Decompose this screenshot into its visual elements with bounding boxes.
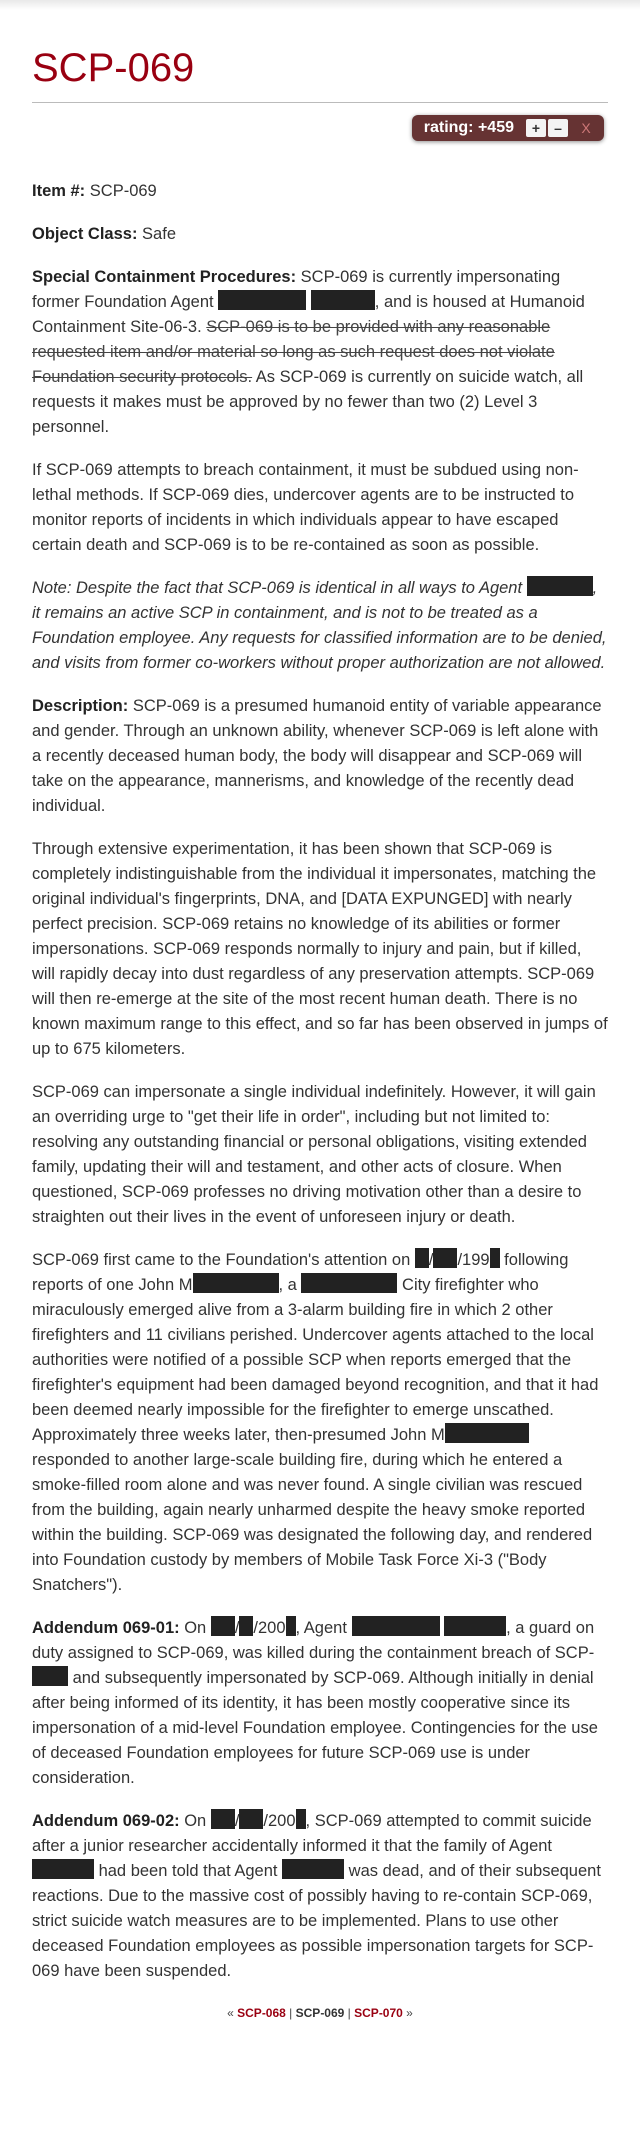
prev-page-link[interactable]: SCP-068 [237, 2006, 286, 2020]
rating-value: rating: +459 [423, 119, 514, 136]
history-text: , a [278, 1276, 302, 1294]
nav-separator: | [344, 2006, 355, 2020]
object-class [32, 222, 608, 247]
redaction-bar [445, 1423, 529, 1443]
redaction-bar [311, 290, 375, 310]
nav-separator: | [285, 2006, 296, 2020]
addendum-text: /200 [263, 1812, 296, 1830]
history-text: City firefighter who miraculously emerged alive from a 3-alarm building fire in which 2 other firefighters and 11 civilians perished. Undercover agents attached to the local authorities were notified of a possible SCP when reports emerged that the firefighter's equipment had been damaged beyond recognition, and that it had been deemed nearly impossible for the firefighter to emerge unscathed. Approximately three weeks later, then-presumed John M [32, 1276, 599, 1444]
redaction-bar [32, 1666, 68, 1686]
item-value: SCP-069 [85, 182, 157, 200]
containment-text: SCP-069 is currently impersonating former Foundation Agent [32, 268, 561, 311]
addendum-01-label: Addendum 069-01: [32, 1619, 180, 1637]
history-text: /199 [457, 1251, 490, 1269]
addendum-text: , a guard on duty assigned to SCP-069, was killed during the containment breach of SCP- [32, 1619, 595, 1662]
object-class-value: Safe [137, 225, 176, 243]
redaction-bar [239, 1809, 263, 1829]
history-text: responded to another large-scale building fire, during which he entered a smoke-filled room alone and was never found. A single civilian was rescued from the building, again nearly unharmed despite the heavy smoke reported within the building. SCP-069 was designated the following day, and rendered into Foundation custody by members of Mobile Task Force Xi-3 ("Body Snatchers"). [32, 1451, 593, 1594]
rating-module [32, 115, 604, 141]
redaction-bar [301, 1273, 397, 1293]
upvote-button[interactable]: + [526, 119, 546, 137]
rating-box [412, 115, 604, 141]
addendum-01 [32, 1616, 608, 1791]
redaction-bar [218, 290, 306, 310]
note-text: , it remains an active SCP in containment, and is not to be treated as a Foundation employee. Any requests for classified information are to be denied, and visits from former co-workers without proper authorization are not allowed. [32, 579, 607, 672]
page-navigation [32, 2006, 608, 2026]
history-text: / [428, 1251, 434, 1269]
description-label: Description: [32, 697, 129, 715]
header-shade [0, 0, 640, 10]
note-paragraph [32, 576, 608, 676]
redaction-bar [286, 1616, 296, 1636]
redaction-bar [490, 1248, 500, 1268]
redaction-bar [282, 1859, 344, 1879]
description-paragraph [32, 694, 608, 819]
redaction-bar [527, 576, 593, 596]
addendum-02 [32, 1809, 608, 1984]
downvote-button[interactable]: – [548, 119, 568, 137]
history-paragraph [32, 1248, 608, 1598]
addendum-text: and subsequently impersonated by SCP-069. Although initially in denial after being informed of its identity, it has been mostly cooperative since its impersonation of a mid-level Foundation employee. Contingencies for the use of deceased Foundation employees for future SCP-069 use is under consideration. [32, 1669, 598, 1787]
redaction-bar [193, 1273, 279, 1293]
current-page: SCP-069 [295, 2006, 345, 2020]
addendum-text: , SCP-069 attempted to commit suicide after a junior researcher accidentally informed it that the family of Agent [32, 1812, 592, 1855]
addendum-text: On [179, 1619, 211, 1637]
addendum-02-label: Addendum 069-02: [32, 1812, 180, 1830]
page-title: SCP-069 [32, 48, 608, 103]
redaction-bar [239, 1616, 253, 1636]
redaction-bar [444, 1616, 506, 1636]
history-text: SCP-069 first came to the Foundation's attention on [32, 1251, 415, 1269]
impersonation-paragraph: SCP-069 can impersonate a single individual indefinitely. However, it will gain an overriding urge to "get their life in order", including but not limited to: resolving any outstanding financial or personal obligations, visiting extended family, updating their will and testament, and other acts of closure. When questioned, SCP-069 professes no driving motivation other than a desire to straighten out their lives in the event of unforeseen injury or death. [32, 1083, 596, 1226]
redaction-bar [352, 1616, 440, 1636]
redaction-bar [296, 1809, 306, 1829]
cancel-vote-button[interactable]: X [581, 120, 591, 136]
addendum-text: / [234, 1812, 240, 1830]
next-page-link[interactable]: SCP-070 [354, 2006, 403, 2020]
containment-text: As SCP-069 is currently on suicide watch, all requests it makes must be approved by no fewer than two (2) Level 3 personnel. [32, 368, 584, 436]
containment-procedures [32, 265, 608, 440]
redaction-bar [32, 1859, 94, 1879]
nav-bracket: » [402, 2006, 413, 2020]
item-number [32, 179, 608, 204]
object-class-label: Object Class: [32, 225, 138, 243]
item-label: Item #: [32, 182, 86, 200]
redaction-bar [415, 1248, 429, 1268]
struck-text: SCP-069 is to be provided with any reasonable requested item and/or material so long as such request does not violate Foundation security protocols. [32, 318, 555, 386]
redaction-bar [211, 1616, 235, 1636]
page-content [0, 10, 640, 2026]
containment-label: Special Containment Procedures: [32, 268, 297, 286]
note-text: Note: Despite the fact that SCP-069 is identical in all ways to Agent [32, 579, 527, 597]
experimentation-paragraph: Through extensive experimentation, it has been shown that SCP-069 is completely indistinguishable from the individual it impersonates, matching the original individual's fingerprints, DNA, and [DATA EXPUNGED] with nearly perfect precision. SCP-069 retains no knowledge of its abilities or former impersonations. SCP-069 responds normally to injury and pain, but if killed, will rapidly decay into dust regardless of any preservation attempts. SCP-069 will then re-emerge at the site of the most recent human death. There is no known maximum range to this effect, and so far has been observed in jumps of up to 675 kilometers. [32, 840, 608, 1058]
addendum-text: had been told that Agent [94, 1862, 283, 1880]
breach-paragraph: If SCP-069 attempts to breach containment, it must be subdued using non-lethal methods. If SCP-069 dies, undercover agents are to be instructed to monitor reports of incidents in which individuals appear to have escaped certain death and SCP-069 is to be re-contained as soon as possible. [32, 461, 579, 554]
addendum-text: / [234, 1619, 240, 1637]
containment-text: , and is housed at Humanoid Containment Site-06-3. [32, 293, 585, 336]
description-text: SCP-069 is a presumed humanoid entity of variable appearance and gender. Through an unknown ability, whenever SCP-069 is left alone with a recently deceased human body, the body will disappear and SCP-069 will take on the appearance, mannerisms, and knowledge of the recently dead individual. [32, 697, 602, 815]
redaction-bar [211, 1809, 235, 1829]
addendum-text: On [179, 1812, 211, 1830]
nav-bracket: « [227, 2006, 238, 2020]
addendum-text: /200 [253, 1619, 286, 1637]
addendum-text: was dead, and of their subsequent reactions. Due to the massive cost of possibly having to re-contain SCP-069, strict suicide watch measures are to be implemented. Plans to use other deceased Foundation employees as possible impersonation targets for SCP-069 have been suspended. [32, 1862, 601, 1980]
history-text: following reports of one John M [32, 1251, 569, 1294]
redaction-bar [433, 1248, 457, 1268]
addendum-text: , Agent [295, 1619, 352, 1637]
